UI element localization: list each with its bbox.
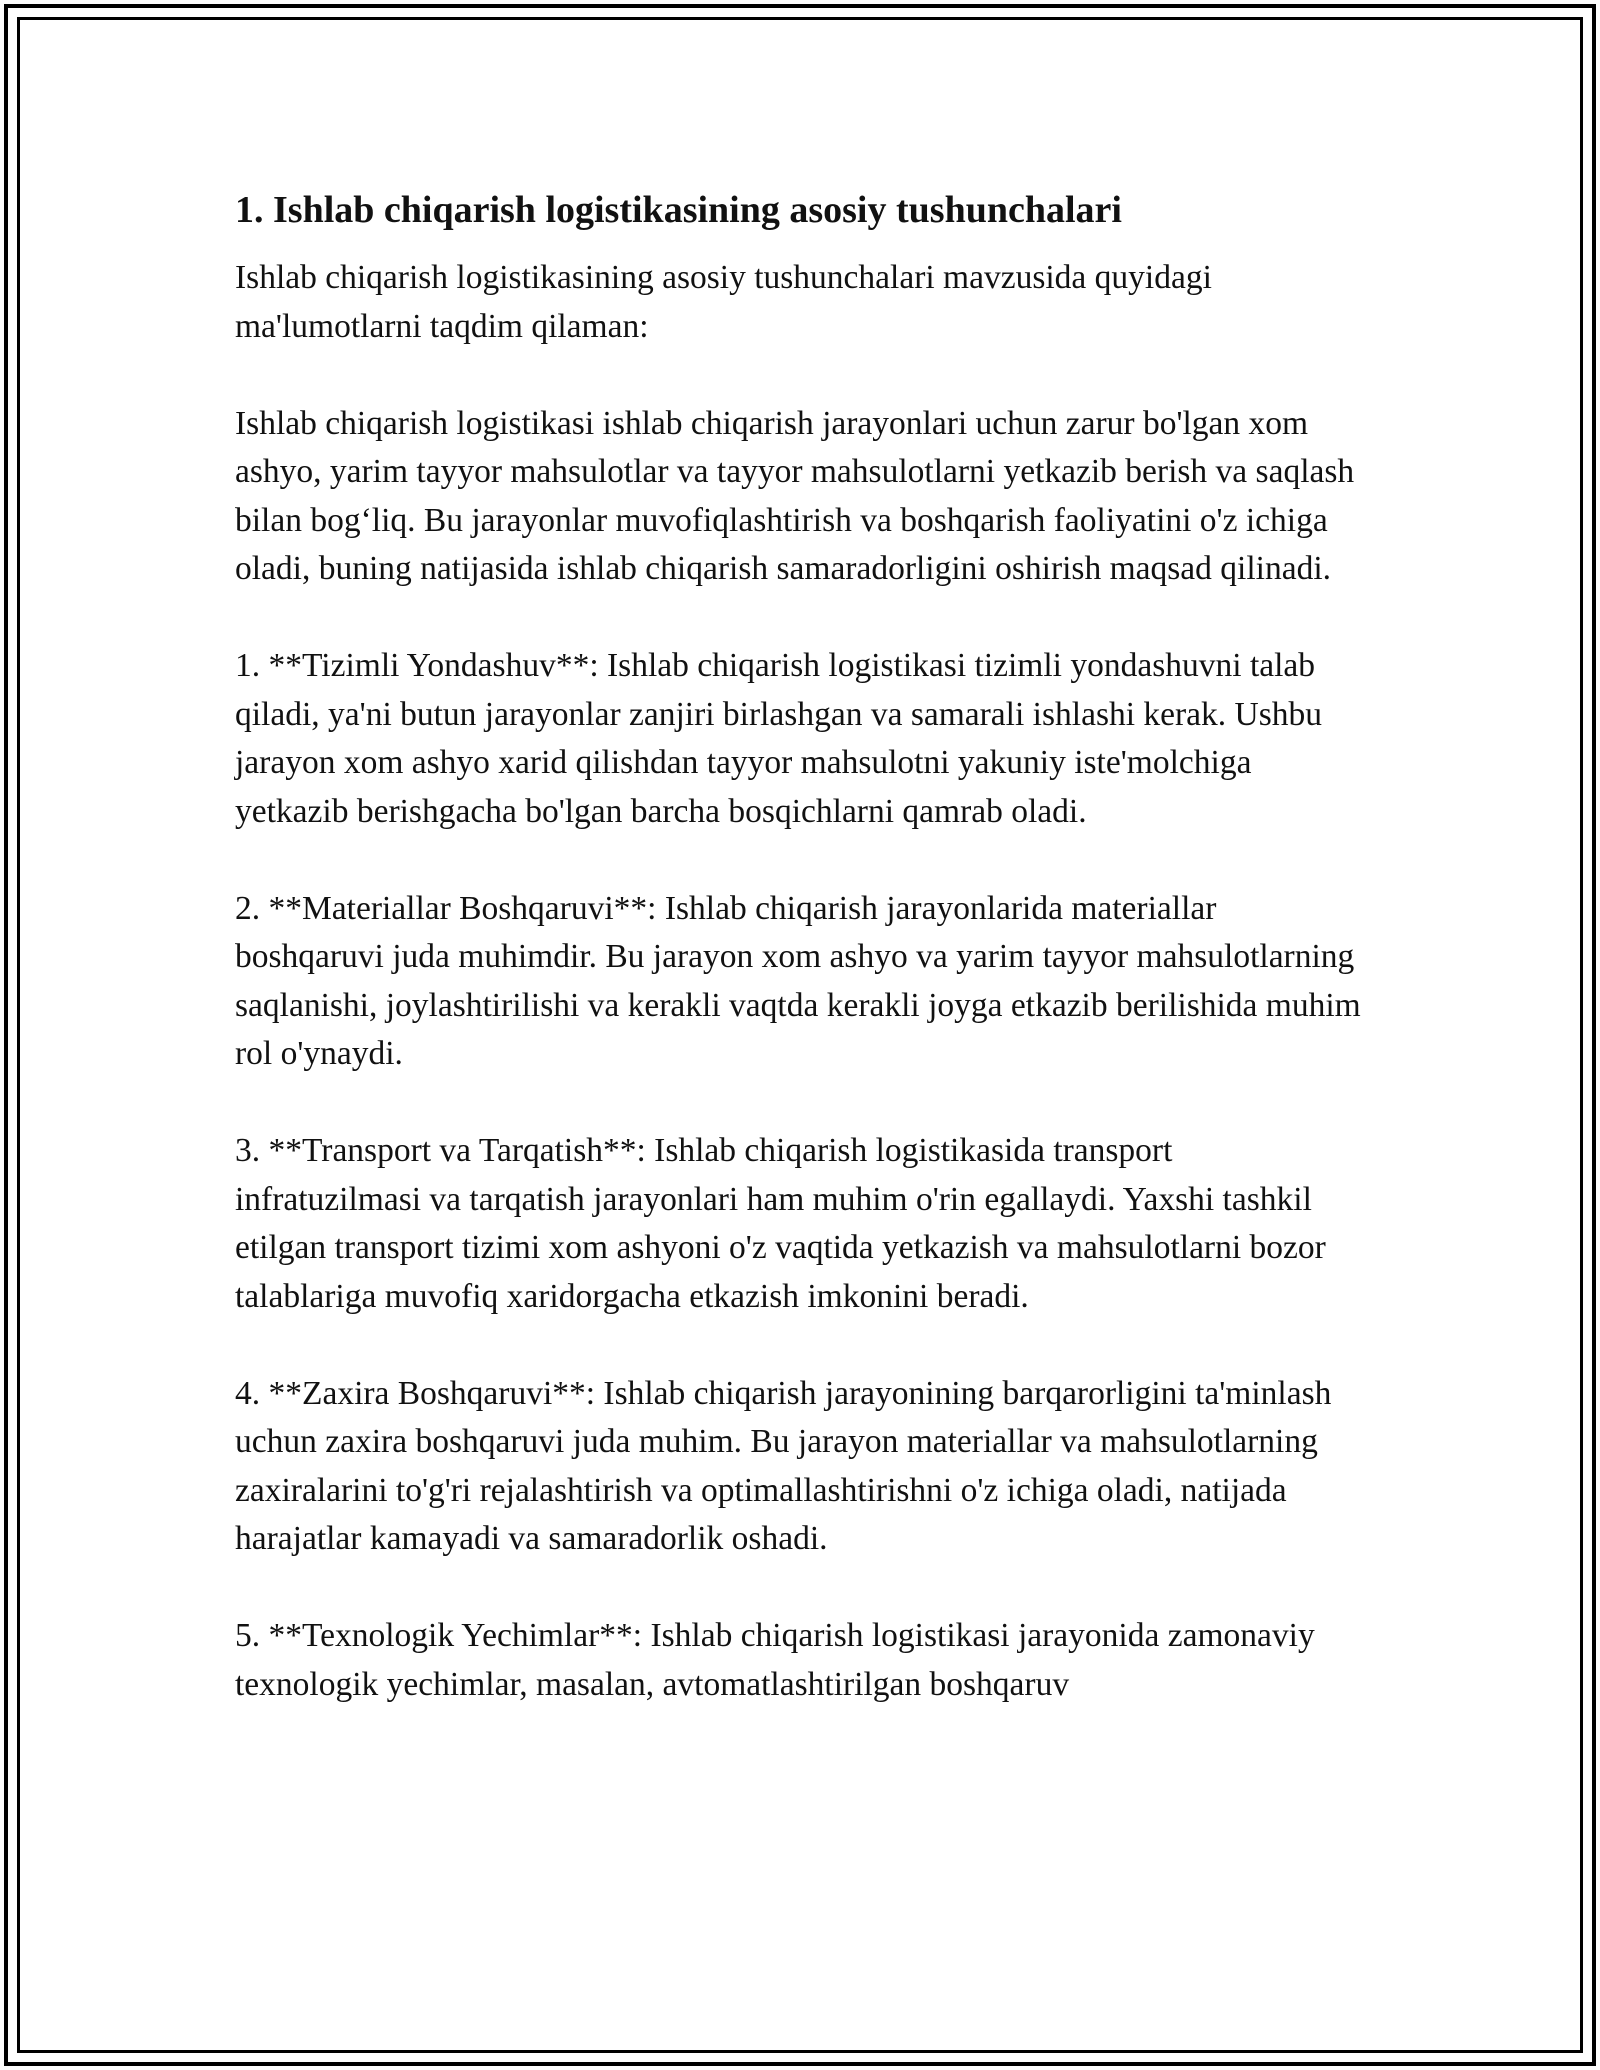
list-item-transport-va-tarqatish: 3. **Transport va Tarqatish**: Ishlab chiqarish logistikasida transport infratuzilmasi va tarqatish jarayonlari ham muhim o'rin egallaydi. Yaxshi tashkil etilgan transport tizimi xom ashyoni o'z vaqtida yetkazish va mahsulotlarni bozor talablariga muvofiq xaridorgacha etkazish imkonini beradi. [235, 1132, 1326, 1315]
definition-paragraph: Ishlab chiqarish logistikasi ishlab chiqarish jarayonlari uchun zarur bo'lgan xom ashyo, yarim tayyor mahsulotlar va tayyor mahsulotlarni yetkazib berish va saqlash bilan bog‘liq. Bu jarayonlar muvofiqlashtirish va boshqarish faoliyatini o'z ichiga oladi, buning natijasida ishlab chiqarish samaradorligini oshirish maqsad qilinadi. [235, 404, 1355, 587]
intro-paragraph: Ishlab chiqarish logistikasining asosiy tushunchalari mavzusida quyidagi ma'lumotlarni taqdim qilaman: [235, 259, 1212, 345]
list-item-zaxira-boshqaruvi: 4. **Zaxira Boshqaruvi**: Ishlab chiqarish jarayonining barqarorligini ta'minlash uchun zaxira boshqaruvi juda muhim. Bu jarayon materiallar va mahsulotlarning zaxiralarini to'g'ri rejalashtirish va optimallashtirishni o'z ichiga oladi, natijada harajatlar kamayadi va samaradorlik oshadi. [235, 1374, 1332, 1557]
list-item-texnologik-yechimlar: 5. **Texnologik Yechimlar**: Ishlab chiqarish logistikasi jarayonida zamonaviy texnologik yechimlar, masalan, avtomatlashtirilgan boshqaruv [235, 1617, 1315, 1703]
list-item-tizimli-yondashuv: 1. **Tizimli Yondashuv**: Ishlab chiqarish logistikasi tizimli yondashuvni talab qiladi, ya'ni butun jarayonlar zanjiri birlashgan va samarali ishlashi kerak. Ushbu jarayon xom ashyo xarid qilishdan tayyor mahsulotni yakuniy iste'molchiga yetkazib berishgacha bo'lgan barcha bosqichlarni qamrab oladi. [235, 647, 1323, 830]
list-item-materiallar-boshqaruvi: 2. **Materiallar Boshqaruvi**: Ishlab chiqarish jarayonlarida materiallar boshqaruvi juda muhimdir. Bu jarayon xom ashyo va yarim tayyor mahsulotlarning saqlanishi, joylashtirilishi va kerakli vaqtda kerakli joyga etkazib berilishida muhim rol o'ynaydi. [235, 889, 1361, 1072]
document-body [235, 186, 1365, 1709]
document-title: 1. Ishlab chiqarish logistikasining asosiy tushunchalari [235, 189, 1122, 231]
